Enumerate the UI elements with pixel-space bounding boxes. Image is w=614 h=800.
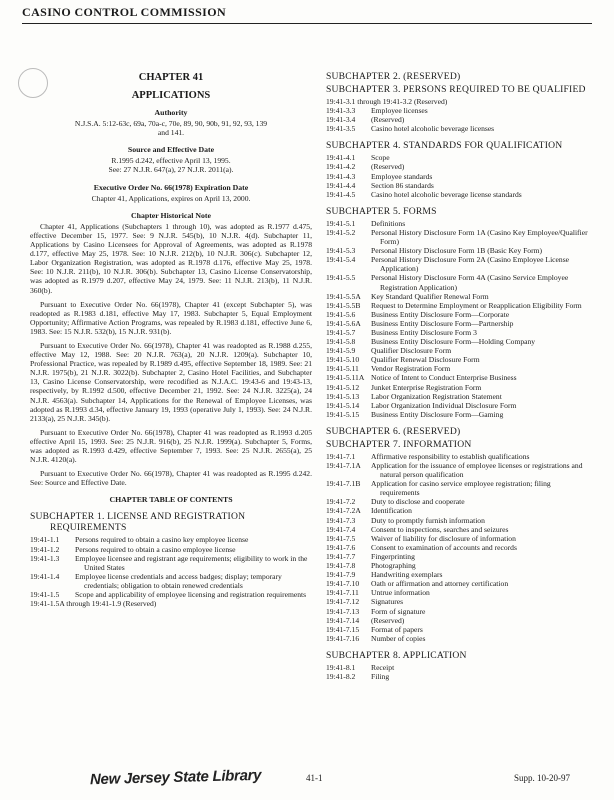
source-line-1: R.1995 d.242, effective April 13, 1995. — [111, 156, 231, 166]
toc-entry — [326, 452, 592, 461]
toc-entry — [30, 554, 312, 572]
toc-title: Consent to examination of accounts and records — [371, 542, 517, 552]
subchapter-heading: SUBCHAPTER 7. INFORMATION — [326, 438, 472, 450]
toc-number: 19:41-5.3 — [326, 246, 356, 256]
right-column — [326, 71, 592, 681]
toc-title: Format of papers — [371, 624, 423, 634]
toc-number: 19:41-1.5 — [30, 590, 60, 600]
toc-entry — [326, 255, 592, 273]
toc-number: 19:41-7.2A — [326, 506, 361, 516]
toc-title: Personal History Disclosure Form 1A (Casino Key Employee/Qualifier Form) — [371, 227, 588, 247]
toc-title: Persons required to obtain a casino key employee license — [75, 535, 249, 545]
toc-number: 19:41-7.11 — [326, 588, 359, 598]
authority-heading: Authority — [154, 108, 188, 117]
toc-list — [326, 452, 592, 643]
toc-title: Oath or affirmation and attorney certification — [371, 579, 509, 589]
chapter-title: APPLICATIONS — [131, 90, 211, 101]
toc-entry — [326, 552, 592, 561]
toc-entry — [326, 162, 592, 171]
toc-entry — [326, 410, 592, 419]
toc-number: 19:41-4.2 — [326, 162, 356, 172]
toc-entry — [326, 228, 592, 246]
toc-entry — [326, 246, 592, 255]
toc-entry — [326, 190, 592, 199]
toc-entry — [326, 497, 592, 506]
toc-entry — [326, 310, 592, 319]
toc-entry — [326, 115, 592, 124]
toc-number: 19:41-7.1 — [326, 451, 356, 461]
toc-number: 19:41-7.10 — [326, 579, 360, 589]
running-header: CASINO CONTROL COMMISSION — [22, 5, 592, 24]
toc-entry — [326, 328, 592, 337]
toc-entry — [326, 181, 592, 190]
history-paragraph: Pursuant to Executive Order No. 66(1978), Chapter 41 was readopted as R.1995 d.242. See: Source and Effective Date. — [30, 469, 312, 488]
history-heading: Chapter Historical Note — [131, 210, 211, 220]
toc-title: Personal History Disclosure Form 4A (Casino Service Employee Registration Application) — [371, 273, 569, 292]
toc-number: 19:41-7.13 — [326, 606, 360, 616]
toc-number: 19:41-5.1 — [326, 218, 356, 228]
toc-title: Signatures — [371, 597, 404, 607]
toc-title: Labor Organization Individual Disclosure Form — [371, 400, 517, 410]
toc-title: Duty to disclose and cooperate — [371, 497, 465, 507]
toc-title: Casino hotel alcoholic beverage license standards — [371, 189, 522, 199]
toc-title: Qualifier Disclosure Form — [371, 346, 452, 356]
toc-number: 19:41-5.6 — [326, 309, 356, 319]
toc-number: 19:41-3.5 — [326, 124, 356, 134]
toc-entry — [326, 525, 592, 534]
toc-entry — [326, 401, 592, 410]
toc-title: Untrue information — [371, 588, 430, 598]
exec-order-text: Chapter 41, Applications, expires on April 13, 2000. — [91, 193, 251, 203]
toc-title: Business Entity Disclosure Form—Gaming — [371, 409, 504, 419]
toc-entry — [326, 506, 592, 515]
toc-number: 19:41-1.2 — [30, 544, 60, 554]
toc-number: 19:41-5.5A — [326, 291, 361, 301]
toc-list — [326, 106, 592, 133]
toc-number: 19:41-7.5 — [326, 533, 356, 543]
toc-entry — [326, 663, 592, 672]
toc-entry — [326, 588, 592, 597]
toc-title: Employee license credentials and access badges; display; temporary credentials; obligation to obtain renewed credentials — [75, 571, 282, 590]
toc-number: 19:41-7.14 — [326, 615, 360, 625]
toc-entry — [326, 543, 592, 552]
toc-number: 19:41-5.13 — [326, 391, 360, 401]
toc-title: (Reserved) — [371, 615, 405, 625]
toc-entry — [30, 545, 312, 554]
toc-entry — [326, 579, 592, 588]
toc-entry — [326, 319, 592, 328]
toc-title: Personal History Disclosure Form 2A (Casino Employee License Application) — [371, 255, 570, 274]
toc-number: 19:41-4.1 — [326, 153, 356, 163]
toc-title: Employee licenses — [371, 106, 428, 116]
toc-number: 19:41-5.6A — [326, 318, 361, 328]
toc-entry — [326, 634, 592, 643]
subchapter-heading: SUBCHAPTER 1. LICENSE AND REGISTRATION REQUIREMENTS — [30, 511, 246, 534]
toc-title: Employee licensee and registrant age requirements; eligibility to work in the United States — [75, 553, 308, 572]
toc-title: Application for the issuance of employee licenses or registrations and natural person qualification — [371, 461, 583, 480]
library-stamp: New Jersey State Library — [89, 766, 262, 789]
toc-title: Handwriting exemplars — [371, 570, 443, 580]
toc-number: 19:41-5.5 — [326, 273, 356, 283]
subchapter-heading: SUBCHAPTER 5. FORMS — [326, 205, 437, 217]
toc-number: 19:41-5.11 — [326, 364, 359, 374]
toc-list — [326, 663, 592, 681]
toc-number: 19:41-5.8 — [326, 337, 356, 347]
toc-title: (Reserved) — [371, 115, 405, 125]
toc-title: Vendor Registration Form — [371, 364, 451, 374]
toc-entry — [326, 516, 592, 525]
left-column — [30, 71, 312, 608]
toc-number: 19:41-7.3 — [326, 515, 356, 525]
supplement-date: Supp. 10-20-97 — [514, 773, 570, 783]
toc-number: 19:41-7.8 — [326, 561, 356, 571]
toc-title: Persons required to obtain a casino employee license — [75, 544, 236, 554]
source-line-2: See: 27 N.J.R. 647(a), 27 N.J.R. 2011(a). — [108, 165, 234, 175]
toc-entry — [326, 392, 592, 401]
history-paragraph: Chapter 41, Applications (Subchapters 1 through 10), was adopted as R.1977 d.475, effective December 15, 1977. See: 9 N.J.R. 545(b), 10 N.J.R. 4(d). Subchapter 11, Applications by Casino Licensees for Approval of Agreements, was adopted as R.1978 d.177, effective May 25, 1978. See: 10 N.J.R. 212(b), 10 N.J.R. 306(c). Subchapter 12, Labor Organization Registration, was adopted as R.1978 d.176, effective May 25, 1978. See: 10 N.J.R. 211(b), 10 N.J.R. 306(b). Subchapter 13, Casino License Conservatorship, was adopted as R.1979 d.207, effective May 24, 1979. See: 11 N.J.R. 213(b), 11 N.J.R. 360(b). — [30, 221, 312, 295]
toc-number: 19:41-7.6 — [326, 542, 356, 552]
toc-entry — [326, 355, 592, 364]
toc-number: 19:41-5.2 — [326, 227, 356, 237]
toc-number: 19:41-3.3 — [326, 106, 356, 116]
toc-entry — [326, 534, 592, 543]
toc-number: 19:41-5.12 — [326, 382, 360, 392]
toc-entry — [326, 346, 592, 355]
toc-number: 19:41-5.7 — [326, 327, 356, 337]
toc-range: 19:41-3.1 through 19:41-3.2 (Reserved) — [326, 97, 448, 106]
toc-number: 19:41-7.1B — [326, 479, 361, 489]
toc-entry — [326, 373, 592, 382]
toc-number: 19:41-1.3 — [30, 553, 60, 563]
toc-heading: CHAPTER TABLE OF CONTENTS — [109, 495, 233, 505]
toc-title: Labor Organization Registration Statement — [371, 391, 502, 401]
toc-title: Request to Determine Employment or Reapplication Eligibility Form — [371, 300, 582, 310]
toc-entry — [326, 461, 592, 479]
toc-title: Application for casino service employee registration; filing requirements — [371, 479, 551, 498]
toc-title: Affirmative responsibility to establish qualifications — [371, 451, 530, 461]
subchapter-heading: SUBCHAPTER 3. PERSONS REQUIRED TO BE QUALIFIED — [326, 84, 586, 95]
toc-entry — [326, 106, 592, 115]
toc-entry — [326, 570, 592, 579]
toc-title: Notice of Intent to Conduct Enterprise Business — [371, 373, 517, 383]
toc-number: 19:41-5.5B — [326, 300, 361, 310]
toc-entry — [30, 590, 312, 599]
subchapter-heading: SUBCHAPTER 2. (RESERVED) — [326, 71, 461, 82]
toc-list — [326, 153, 592, 198]
toc-entry — [326, 153, 592, 162]
toc-entry — [30, 572, 312, 590]
toc-title: Photographing — [371, 561, 416, 571]
toc-number: 19:41-1.4 — [30, 571, 60, 581]
source-heading: Source and Effective Date — [127, 145, 215, 155]
toc-title: Employee standards — [371, 171, 433, 181]
subchapter-heading: SUBCHAPTER 8. APPLICATION — [326, 649, 467, 661]
toc-number: 19:41-1.1 — [30, 535, 60, 545]
subchapter-heading: SUBCHAPTER 6. (RESERVED) — [326, 425, 461, 437]
toc-entry — [326, 301, 592, 310]
authority-text: N.J.S.A. 5:12-63c, 69a, 70a-c, 70e, 89, 90, 90b, 91, 92, 93, 139 and 141. — [74, 119, 268, 138]
page-number: 41-1 — [306, 773, 323, 783]
toc-title: Junket Enterprise Registration Form — [371, 382, 482, 392]
toc-number: 19:41-5.14 — [326, 400, 360, 410]
history-paragraph: Pursuant to Executive Order No. 66(1978), Chapter 41 was readopted as R.1988 d.255, effective May 12, 1988. See: 20 N.J.R. 763(a), 20 N.J.R. 1209(a). Subchapter 10, Professional Practice, was repealed by R.1989 d.495, effective September 18, 1989. See: 21 N.J.R. 1975(b), 21 N.J.R. 3022(b). Subchapter 2, Casino Hotel Facilities, and Subchapter 13, Casino License Conservatorship, were recodified as N.J.A.C. 19:43-6 and 19:43-13, respectively, by R.1992 d.500, effective December 21, 1992. See: 24 N.J.R. 3225(a), 24 N.J.R. 4563(a). Subchapter 14, Applications for the Renewal of Employee Licenses, was adopted as R.1993 d.34, effective January 19, 1993 (operative July 1, 1993). See: 24 N.J.R. 2133(a), 25 N.J.R. 345(b). — [30, 340, 312, 423]
toc-title: Personal History Disclosure Form 1B (Basic Key Form) — [371, 246, 543, 256]
toc-entry — [326, 383, 592, 392]
history-paragraph: Pursuant to Executive Order No. 66(1978), Chapter 41 (except Subchapter 5), was readopted as R.1983 d.181, effective May 17, 1983. Subchapter 5, Equal Employment Opportunity; Affirmative Action Programs, was repealed by R.1983 d.181, effective June 6, 1983. See: 15 N.J.R. 532(b), 15 N.J.R. 931(b). — [30, 299, 312, 336]
toc-entry — [30, 535, 312, 544]
toc-title: Business Entity Disclosure Form—Partnership — [371, 318, 514, 328]
toc-title: (Reserved) — [371, 162, 405, 172]
toc-title: Receipt — [371, 662, 395, 672]
exec-order-heading: Executive Order No. 66(1978) Expiration Date — [93, 182, 249, 192]
toc-title: Scope and applicability of employee licensing and registration requirements — [75, 590, 307, 600]
toc-title: Identification — [371, 506, 412, 516]
toc-entry — [326, 479, 592, 497]
toc-entry — [326, 616, 592, 625]
toc-number: 19:41-7.4 — [326, 524, 356, 534]
toc-entry — [326, 364, 592, 373]
toc-number: 19:41-7.9 — [326, 570, 356, 580]
toc-number: 19:41-4.5 — [326, 189, 356, 199]
toc-number: 19:41-7.16 — [326, 633, 360, 643]
toc-title: Filing — [371, 671, 390, 681]
toc-number: 19:41-3.4 — [326, 115, 356, 125]
toc-number: 19:41-7.15 — [326, 624, 360, 634]
toc-entry — [326, 172, 592, 181]
toc-number: 19:41-5.15 — [326, 409, 360, 419]
history-paragraph: Pursuant to Executive Order No. 66(1978), Chapter 41 was readopted as R.1993 d.205 effective April 15, 1993. See: 25 N.J.R. 916(b), 25 N.J.R. 1999(a). Subchapter 5, Forms, was adopted as R.1993 d.429, effective September 7, 1993. See: 25 N.J.R. 2655(a), 25 N.J.R. 4120(a). — [30, 427, 312, 465]
toc-title: Scope — [371, 153, 390, 163]
toc-list — [326, 219, 592, 419]
toc-title: Business Entity Disclosure Form—Corporate — [371, 309, 510, 319]
toc-title: Number of copies — [371, 633, 426, 643]
toc-title: Section 86 standards — [371, 180, 434, 190]
toc-entry — [326, 337, 592, 346]
toc-entry — [326, 597, 592, 606]
toc-title: Qualifier Renewal Disclosure Form — [371, 355, 480, 365]
toc-entry — [326, 672, 592, 681]
toc-number: 19:41-7.12 — [326, 597, 360, 607]
toc-title: Waiver of liability for disclosure of information — [371, 533, 516, 543]
toc-title: Definitions — [371, 218, 406, 228]
toc-number: 19:41-5.4 — [326, 255, 356, 265]
toc-title: Business Entity Disclosure Form 3 — [371, 327, 477, 337]
toc-title: Consent to inspections, searches and seizures — [371, 524, 509, 534]
toc-number: 19:41-4.4 — [326, 180, 356, 190]
toc-list — [30, 535, 312, 608]
toc-title: Duty to promptly furnish information — [371, 515, 485, 525]
toc-entry — [326, 607, 592, 616]
toc-entry — [326, 124, 592, 133]
toc-number: 19:41-7.2 — [326, 497, 356, 507]
toc-range: 19:41-1.5A through 19:41-1.9 (Reserved) — [30, 599, 157, 609]
toc-number: 19:41-8.2 — [326, 671, 356, 681]
toc-entry — [326, 625, 592, 634]
toc-title: Form of signature — [371, 606, 426, 616]
toc-number: 19:41-5.10 — [326, 355, 360, 365]
toc-number: 19:41-4.3 — [326, 171, 356, 181]
toc-number: 19:41-5.11A — [326, 373, 365, 383]
toc-entry — [326, 292, 592, 301]
toc-title: Business Entity Disclosure Form—Holding Company — [371, 337, 536, 347]
toc-entry — [326, 219, 592, 228]
toc-number: 19:41-5.9 — [326, 346, 356, 356]
toc-number: 19:41-7.7 — [326, 551, 356, 561]
subchapter-heading: SUBCHAPTER 4. STANDARDS FOR QUALIFICATION — [326, 140, 563, 152]
toc-title: Casino hotel alcoholic beverage licenses — [371, 124, 495, 134]
chapter-label: CHAPTER 41 — [138, 72, 204, 83]
toc-title: Key Standard Qualifier Renewal Form — [371, 291, 489, 301]
toc-entry — [326, 561, 592, 570]
toc-title: Fingerprinting — [371, 551, 415, 561]
toc-number: 19:41-7.1A — [326, 461, 361, 470]
toc-entry — [326, 273, 592, 291]
toc-number: 19:41-8.1 — [326, 662, 356, 672]
